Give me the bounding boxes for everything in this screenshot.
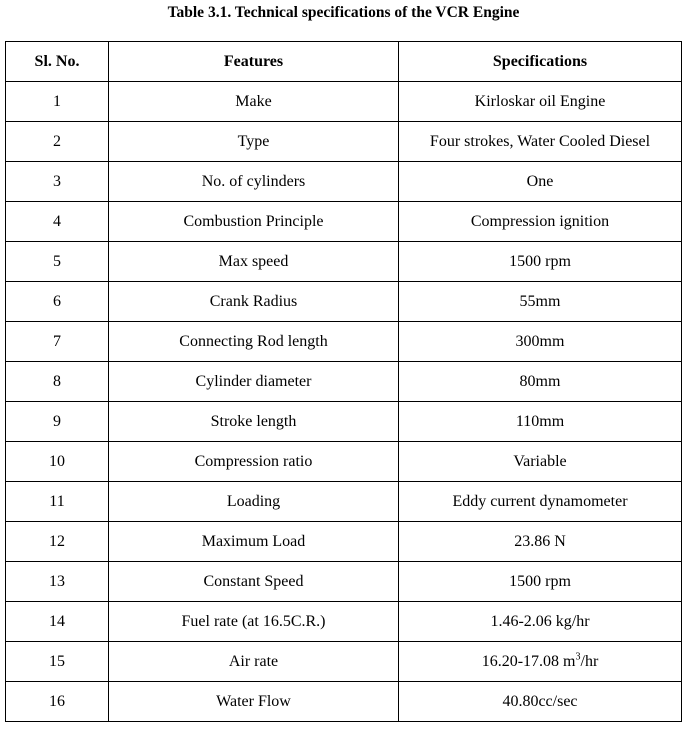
table-row [6, 442, 682, 482]
table-row [6, 562, 682, 602]
cell-sl-no: 3 [6, 162, 109, 202]
table-header-row [6, 42, 682, 82]
table-row [6, 242, 682, 282]
cell-feature: Compression ratio [109, 442, 399, 482]
table-row [6, 362, 682, 402]
cell-sl-no: 16 [6, 682, 109, 722]
cell-feature: Loading [109, 482, 399, 522]
header-specifications: Specifications [399, 42, 682, 82]
cell-sl-no: 7 [6, 322, 109, 362]
cell-sl-no: 15 [6, 642, 109, 682]
cell-feature: Fuel rate (at 16.5C.R.) [109, 602, 399, 642]
cell-sl-no: 9 [6, 402, 109, 442]
cell-spec: 23.86 N [399, 522, 682, 562]
cell-spec: 110mm [399, 402, 682, 442]
header-features: Features [109, 42, 399, 82]
cell-sl-no: 10 [6, 442, 109, 482]
cell-sl-no: 8 [6, 362, 109, 402]
table-caption: Table 3.1. Technical specifications of the VCR Engine [167, 4, 520, 21]
cell-sl-no: 13 [6, 562, 109, 602]
spec-superscript: 3 [575, 651, 581, 663]
cell-sl-no: 1 [6, 82, 109, 122]
cell-spec: Four strokes, Water Cooled Diesel [399, 122, 682, 162]
spec-text-after: /hr [580, 652, 599, 670]
table-row [6, 122, 682, 162]
cell-feature: Combustion Principle [109, 202, 399, 242]
cell-spec: Eddy current dynamometer [399, 482, 682, 522]
cell-sl-no: 14 [6, 602, 109, 642]
cell-feature: Water Flow [109, 682, 399, 722]
cell-sl-no: 6 [6, 282, 109, 322]
table-row [6, 682, 682, 722]
table-row [6, 522, 682, 562]
table-row [6, 82, 682, 122]
cell-feature: Air rate [109, 642, 399, 682]
cell-spec: Kirloskar oil Engine [399, 82, 682, 122]
specifications-table [5, 41, 682, 722]
cell-feature: Connecting Rod length [109, 322, 399, 362]
cell-spec: One [399, 162, 682, 202]
cell-sl-no: 5 [6, 242, 109, 282]
cell-spec: 40.80cc/sec [399, 682, 682, 722]
cell-spec: 55mm [399, 282, 682, 322]
table-row [6, 162, 682, 202]
cell-spec: 80mm [399, 362, 682, 402]
cell-sl-no: 4 [6, 202, 109, 242]
cell-sl-no: 2 [6, 122, 109, 162]
cell-spec [399, 642, 682, 682]
table-row [6, 402, 682, 442]
cell-feature: Stroke length [109, 402, 399, 442]
header-sl-no: Sl. No. [6, 42, 109, 82]
cell-sl-no: 12 [6, 522, 109, 562]
spec-text: 16.20-17.08 m [481, 652, 576, 670]
cell-feature: Crank Radius [109, 282, 399, 322]
cell-feature: Make [109, 82, 399, 122]
cell-feature: Constant Speed [109, 562, 399, 602]
cell-feature: Max speed [109, 242, 399, 282]
cell-spec: 1.46-2.06 kg/hr [399, 602, 682, 642]
cell-spec: Compression ignition [399, 202, 682, 242]
cell-feature: No. of cylinders [109, 162, 399, 202]
table-row [6, 482, 682, 522]
cell-sl-no: 11 [6, 482, 109, 522]
cell-feature: Maximum Load [109, 522, 399, 562]
cell-spec: Variable [399, 442, 682, 482]
table-row [6, 642, 682, 682]
table-row [6, 202, 682, 242]
cell-spec: 1500 rpm [399, 242, 682, 282]
cell-spec: 300mm [399, 322, 682, 362]
cell-spec: 1500 rpm [399, 562, 682, 602]
table-row [6, 602, 682, 642]
table-row [6, 282, 682, 322]
cell-feature: Type [109, 122, 399, 162]
table-row [6, 322, 682, 362]
cell-feature: Cylinder diameter [109, 362, 399, 402]
